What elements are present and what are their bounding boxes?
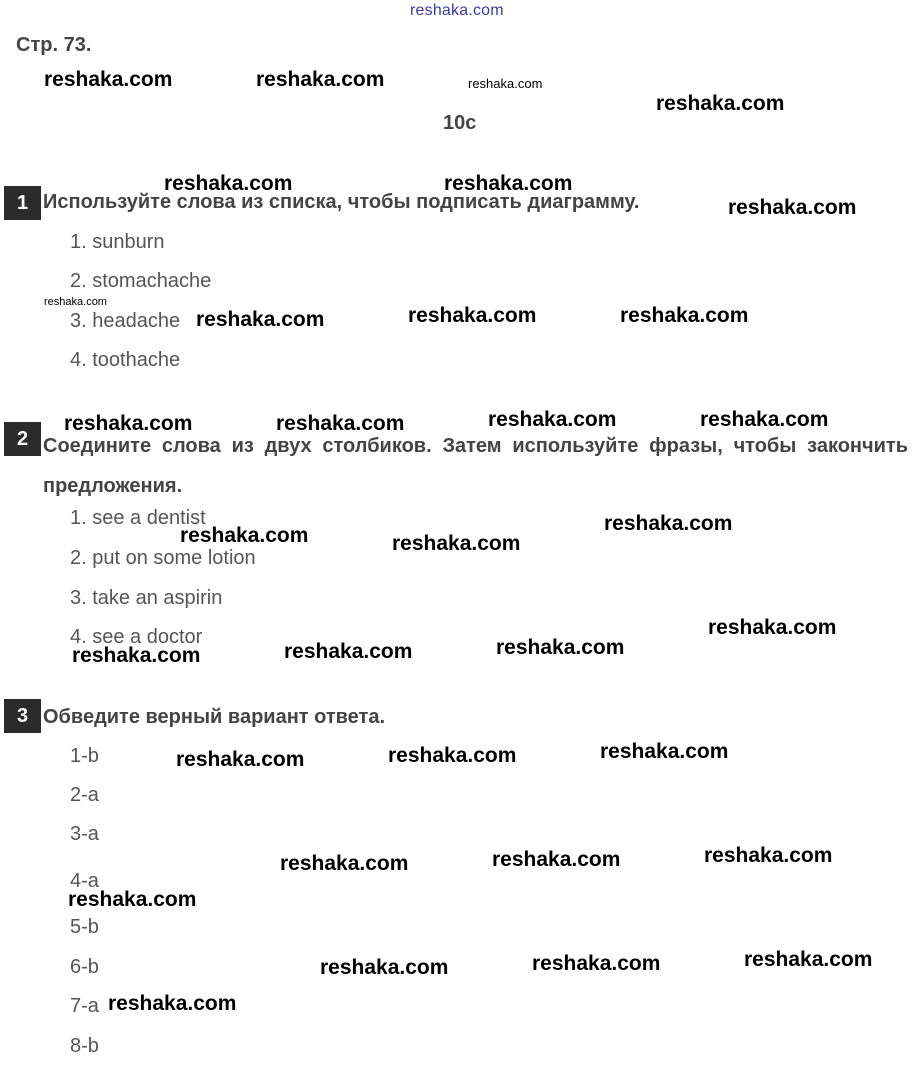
watermark: reshaka.com xyxy=(604,512,733,535)
watermark: reshaka.com xyxy=(164,172,293,195)
watermark: reshaka.com xyxy=(180,524,309,547)
lesson-number: 10c xyxy=(443,112,477,134)
page-number: Стр. 73. xyxy=(16,34,92,56)
watermark: reshaka.com xyxy=(700,408,829,431)
watermark: reshaka.com xyxy=(284,640,413,663)
task-1-title: Используйте слова из списка, чтобы подписать диаграмму. xyxy=(43,191,640,213)
task-2-number: 2 xyxy=(4,422,41,456)
watermark: reshaka.com xyxy=(72,644,201,667)
watermark: reshaka.com xyxy=(704,844,833,867)
watermark: reshaka.com xyxy=(496,636,625,659)
watermark: reshaka.com xyxy=(600,740,729,763)
task-2-item: 4. see a doctor xyxy=(70,626,203,648)
task-3-title: Обведите верный вариант ответа. xyxy=(43,706,386,728)
task-1-item: 2. stomachache xyxy=(70,270,212,292)
task-3-item: 1-b xyxy=(70,745,99,767)
watermark: reshaka.com xyxy=(64,412,193,435)
task-3-item: 3-a xyxy=(70,823,99,845)
task-1-item: 1. sunburn xyxy=(70,231,165,253)
task-1-item: 3. headache xyxy=(70,310,181,332)
task-1-item: 4. toothache xyxy=(70,349,181,371)
watermark: reshaka.com xyxy=(656,92,785,115)
watermark: reshaka.com xyxy=(492,848,621,871)
task-2-item: 2. put on some lotion xyxy=(70,547,256,569)
watermark: reshaka.com xyxy=(488,408,617,431)
watermark: reshaka.com xyxy=(196,308,325,331)
watermark: reshaka.com xyxy=(408,304,537,327)
watermark: reshaka.com xyxy=(108,992,237,1015)
watermark: reshaka.com xyxy=(256,68,385,91)
task-3-item: 5-b xyxy=(70,916,99,938)
watermark: reshaka.com xyxy=(392,532,521,555)
top-watermark: reshaka.com xyxy=(410,2,504,19)
watermark: reshaka.com xyxy=(744,948,873,971)
task-3-item: 6-b xyxy=(70,956,99,978)
task-3-number: 3 xyxy=(4,699,41,733)
watermark: reshaka.com xyxy=(388,744,517,767)
task-3-item: 8-b xyxy=(70,1035,99,1057)
task-3-item: 4-a xyxy=(70,870,99,892)
task-2-title: Соедините слова из двух столбиков. Затем используйте фразы, чтобы закончить предложения. xyxy=(43,435,908,497)
watermark: reshaka.com xyxy=(320,956,449,979)
watermark: reshaka.com xyxy=(444,172,573,195)
watermark: reshaka.com xyxy=(44,296,107,308)
task-2-item: 1. see a dentist xyxy=(70,507,206,529)
task-2-item: 3. take an aspirin xyxy=(70,587,223,609)
task-3-item: 7-a xyxy=(70,995,99,1017)
watermark: reshaka.com xyxy=(44,68,173,91)
watermark: reshaka.com xyxy=(532,952,661,975)
watermark: reshaka.com xyxy=(68,888,197,911)
watermark: reshaka.com xyxy=(620,304,749,327)
task-3-item: 2-a xyxy=(70,784,99,806)
task-1-number: 1 xyxy=(4,186,41,220)
watermark: reshaka.com xyxy=(468,76,543,91)
watermark: reshaka.com xyxy=(708,616,837,639)
watermark: reshaka.com xyxy=(276,412,405,435)
watermark: reshaka.com xyxy=(176,748,305,771)
watermark: reshaka.com xyxy=(280,852,409,875)
watermark: reshaka.com xyxy=(728,196,857,219)
